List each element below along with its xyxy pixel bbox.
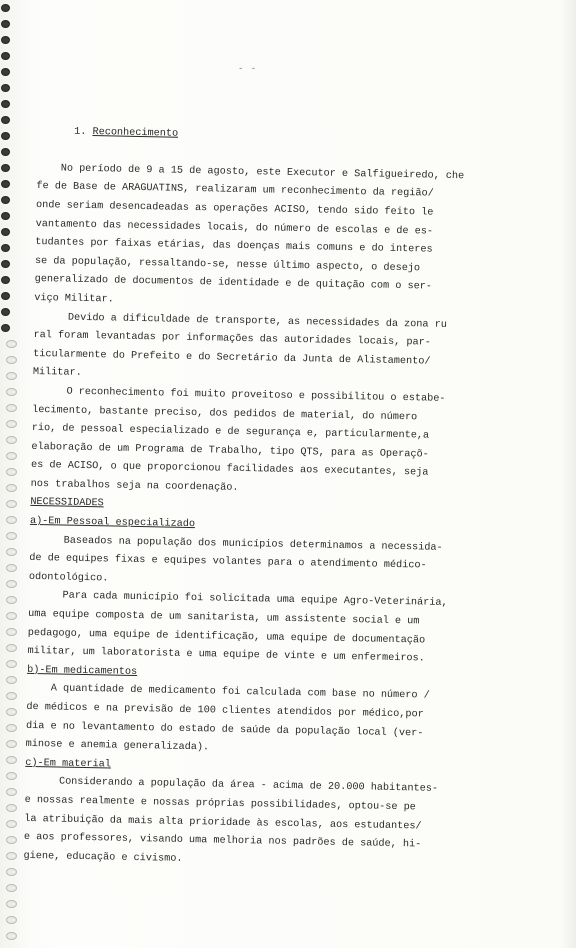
binder-hole [1,276,10,284]
needs-heading: NECESSIDADES [30,497,104,510]
binder-hole [6,340,17,348]
text-line: pedagogo, uma equipe de identificação, uma equipe de documentação [27,627,426,647]
text-line: giene, educação e civismo. [23,850,183,865]
binder-hole [6,436,17,444]
binder-hole [1,228,10,236]
binder-hole [6,516,17,524]
text-line: ticularmente do Prefeito e do Secretário da Junta de Alistamento/ [33,348,431,368]
binder-hole [6,372,17,380]
paragraph-2 [33,308,512,392]
binder-hole [1,20,10,28]
binder-hole [6,500,17,508]
binder-hole [6,596,17,604]
paragraph-6 [26,680,505,764]
paragraph-4 [29,532,508,597]
binder-hole [6,484,17,492]
section-number: 1. [74,126,87,138]
text-line: de médicos e na previsão de 100 clientes atendidos por médico,por [26,701,424,721]
section-title: Reconhecimento [92,126,179,140]
binder-hole [1,36,10,44]
binder-hole [1,116,10,124]
binder-hole [6,868,17,876]
text-line: es de ACISO, o que proporcionou facilidades aos executantes, seja [30,460,429,479]
binder-hole [1,196,10,204]
text-line: elaboração de um Programa de Trabalho, tipo QTS, para as Operaçõ- [31,441,429,461]
binder-hole [1,4,10,12]
binder-hole [1,292,10,300]
text-line: vantamento das necessidades locais, do número de escolas e de es- [35,218,434,238]
binder-hole [1,212,10,220]
binder-hole [6,932,17,940]
text-line: militar, um laboratorista e uma equipe de vinte e um enfermeiros. [27,646,425,665]
binder-hole [1,100,10,108]
paragraph-3 [31,383,511,504]
text-line: minose e anemia generalizada). [25,739,210,754]
text-line: de de equipes fixas e equipes volantes para o atendimento médico- [29,553,427,572]
text-line: lecimento, bastante preciso, dos pedidos de material, do número [32,404,418,423]
text-line: dia e no levantamento do estado de saúde da população local (ver- [25,720,424,740]
binder-hole [1,308,10,316]
binder-hole [6,804,17,812]
text-line: se da população, ressaltando-se, nesse último aspecto, o desejo [34,255,421,275]
binder-hole [1,148,10,156]
binder-hole [6,356,17,364]
binder-hole [6,852,17,860]
header-mark: - - [238,64,258,74]
text-line: la atribuição da mais alta prioridade às escolas, aos estudantes/ [24,813,422,833]
binder-hole [6,756,17,764]
binder-hole [6,740,17,748]
binder-hole [6,772,17,780]
text-line: uma equipe composta de um sanitarista, um assistente social e um [28,608,420,628]
binder-hole [6,532,17,540]
binder-hole [6,580,17,588]
binder-hole [6,644,17,652]
text-line: Militar. [32,367,82,380]
document-body [23,104,516,875]
binder-hole [6,820,17,828]
binder-hole [1,164,10,172]
binder-hole [6,676,17,684]
binder-hole [1,260,10,268]
binder-hole [6,468,17,476]
binder-hole [6,628,17,636]
binder-hole [6,884,17,892]
binder-hole [6,660,17,668]
binder-hole [6,564,17,572]
binder-hole [1,132,10,140]
text-line: Para cada município foi solicitada uma equipe Agro-Veterinária, [62,591,448,610]
text-line: Baseados na população dos municípios determinamos a necessida- [63,535,443,554]
text-line: No período de 9 a 15 de agosto, este Executor e Salfigueiredo, che [60,163,465,182]
binder-hole [1,244,10,252]
binder-holes [0,0,26,948]
item-b-heading: b)-Em medicamentos [27,664,138,678]
binder-hole [1,324,10,332]
item-c-heading: c)-Em material [25,757,112,771]
binder-hole [6,788,17,796]
binder-hole [6,420,17,428]
binder-hole [6,836,17,844]
text-line: onde seriam desencadeadas as operações ACISO, tendo sido feito le [35,199,434,219]
paragraph-7 [23,773,503,875]
binder-hole [1,68,10,76]
text-line: e nossas realmente e nossas próprias possibilidades, optou-se pe [24,794,416,814]
binder-hole [6,452,17,460]
text-line: viço Militar. [34,292,114,306]
binder-hole [6,692,17,700]
paragraph-5 [27,587,506,671]
binder-hole [1,52,10,60]
item-a-heading: a)-Em Pessoal especializado [29,515,196,531]
text-line: rio, de pessoal especializado e de segurança e, particularmente,a [31,423,430,442]
paragraph-1 [34,160,515,318]
binder-hole [6,916,17,924]
text-line: ral foram levantadas por informações das autoridades locais, par- [33,330,431,349]
text-line: odontológico. [28,571,109,585]
text-line: tudantes por faixas etárias, das doenças mais comuns e do interes [35,237,433,256]
binder-hole [1,84,10,92]
text-line: e aos professores, visando uma melhoria nos padrões de saúde, hi- [23,832,422,851]
binder-hole [6,900,17,908]
text-line: Considerando a população da área - acima de 20.000 habitantes- [58,776,439,796]
text-line: O reconhecimento foi muito proveitoso e possibilitou o estabe- [66,386,446,405]
binder-hole [6,708,17,716]
binder-hole [6,388,17,396]
text-line: generalizado de documentos de identidade e de quitação com o ser- [34,274,433,293]
section-heading [37,104,516,169]
binder-hole [1,180,10,188]
text-line: Devido a dificuldade de transporte, as necessidades da zona ru [67,312,447,331]
binder-hole [6,548,17,556]
binder-hole [6,612,17,620]
binder-hole [6,404,17,412]
text-line: fe de Base de ARAGUATINS, realizaram um reconhecimento da região/ [36,181,434,200]
text-line: nos trabalhos seja na coordenação. [30,478,239,494]
binder-hole [6,724,17,732]
text-line: A quantidade de medicamento foi calculada com base no número / [50,683,430,703]
